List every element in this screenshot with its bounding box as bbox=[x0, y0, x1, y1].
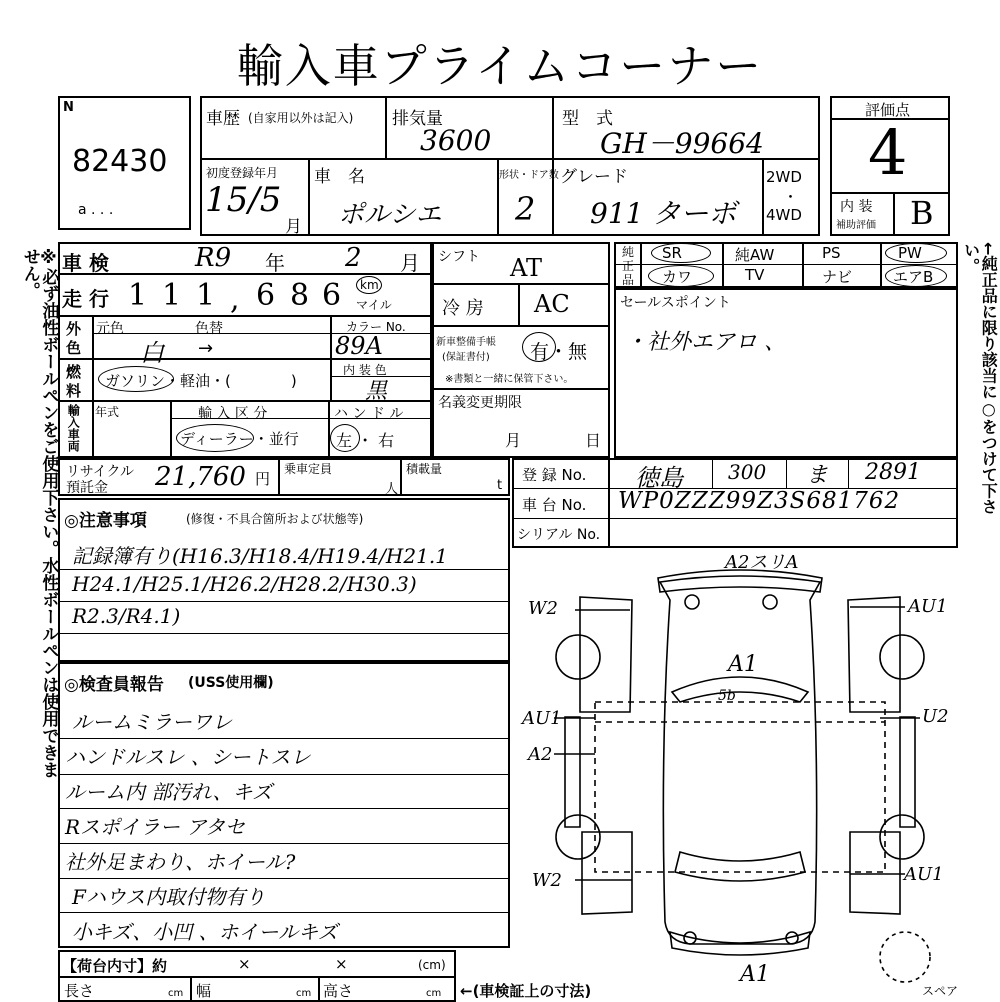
color-no-label: カラー No. bbox=[346, 320, 406, 334]
spare-wheel bbox=[880, 932, 930, 982]
equip-sr: SR bbox=[662, 244, 682, 262]
right-side bbox=[900, 717, 915, 827]
spare-label: スペア bbox=[922, 984, 959, 998]
mileage-unit-mile: マイル bbox=[356, 298, 392, 312]
notes-sub-label: (修復・不具合箇所および状態等) bbox=[186, 512, 364, 526]
equip-pw: PW bbox=[898, 244, 922, 262]
history-label: 車歴 bbox=[206, 109, 240, 129]
report-line-7: 小キズ、小凹 、ホイールキズ bbox=[72, 920, 338, 944]
wheel-front-left bbox=[556, 635, 600, 679]
registration-number: 2891 bbox=[865, 460, 921, 485]
equipment-side-label: 品 bbox=[622, 273, 635, 287]
mileage-label: 走 行 bbox=[62, 287, 109, 311]
interior-score: B bbox=[910, 194, 934, 232]
car-name-value: ポルシエ bbox=[338, 200, 442, 230]
interior-label: 内 装 bbox=[840, 199, 873, 215]
right-side-note: ←純正品に限り該当に○をつけて下さい。 bbox=[961, 242, 999, 515]
doors-label: 形状・ドア数 bbox=[499, 170, 559, 181]
sales-point-text: ・社外エアロ 、 bbox=[625, 330, 786, 355]
equip-ps: PS bbox=[822, 244, 841, 262]
windshield bbox=[672, 677, 808, 702]
right-front-fender bbox=[848, 597, 900, 712]
rear-window bbox=[675, 852, 805, 881]
color-arrow: → bbox=[198, 338, 214, 359]
fuel-label2: 料 bbox=[66, 382, 82, 400]
drive-dot: ・ bbox=[783, 188, 799, 206]
load-label: 積載量 bbox=[406, 462, 443, 476]
car-body bbox=[660, 576, 820, 944]
left-front-fender bbox=[580, 597, 632, 712]
cargo-length-unit: cm bbox=[168, 988, 184, 999]
left-side bbox=[565, 717, 580, 827]
displacement-label: 排気量 bbox=[392, 109, 443, 129]
recycle-unit: 円 bbox=[255, 470, 271, 488]
drive-4wd: 4WD bbox=[766, 206, 802, 224]
sales-point-box bbox=[614, 288, 958, 458]
name-change-month: 月 bbox=[505, 431, 522, 450]
name-change-label: 名義変更期限 bbox=[438, 395, 522, 411]
equip-airbag: エアB bbox=[893, 268, 934, 286]
import-kubun-label: 輸 入 区 分 bbox=[198, 406, 268, 422]
diagram-a1-rear: A1 bbox=[740, 962, 770, 987]
int-color-label: 内 装 色 bbox=[343, 363, 387, 377]
grade-label: グレード bbox=[560, 167, 628, 187]
handle-options: 左 ・ 右 bbox=[336, 431, 395, 450]
manual-note: ※書類と一緒に保管下さい。 bbox=[445, 374, 574, 385]
load-unit: t bbox=[497, 478, 503, 493]
drive-2wd: 2WD bbox=[766, 168, 802, 186]
cargo-label: 【荷台内寸】約 bbox=[62, 957, 168, 975]
registration-label: 登 録 No. bbox=[522, 466, 587, 484]
displacement-value: 3600 bbox=[420, 124, 492, 157]
report-line-2: ハンドルスレ 、シートスレ bbox=[65, 745, 311, 769]
inspection-year-unit: 年 bbox=[265, 251, 285, 275]
cargo-times-1: × bbox=[238, 955, 251, 973]
wheel-rear-right bbox=[880, 815, 924, 859]
left-side-note: ※必ず油性ボールペンをご使用下さい。水性ボールペンは使用できません。 bbox=[19, 248, 59, 778]
doors-value: 2 bbox=[515, 190, 536, 228]
note-line-3: R2.3/R4.1) bbox=[72, 604, 181, 628]
ext-color-label2: 色 bbox=[66, 339, 82, 357]
recycle-label: リサイクル bbox=[66, 464, 135, 480]
diagram-u2-right: U2 bbox=[922, 706, 949, 727]
fuel-label: 燃 bbox=[66, 363, 82, 381]
score-label: 評価点 bbox=[865, 101, 911, 119]
equipment-side-label: 正 bbox=[622, 259, 635, 273]
inspection-year: R9 bbox=[195, 243, 232, 273]
manual-options: 有・無 bbox=[530, 341, 588, 363]
capacity-label: 乗車定員 bbox=[284, 462, 333, 476]
cargo-height-label: 高さ bbox=[323, 982, 354, 1000]
lot-prefix: N bbox=[63, 100, 74, 115]
first-reg-unit: 月 bbox=[285, 217, 302, 237]
diagram-w2-front-left: W2 bbox=[528, 598, 558, 619]
notes-label: ◎注意事項 bbox=[64, 511, 147, 531]
mileage-digit: 1 bbox=[162, 278, 182, 313]
report-line-5: 社外足まわり、ホイール? bbox=[65, 850, 296, 874]
chassis-label: 車 台 No. bbox=[522, 496, 587, 514]
color-no-value: 89A bbox=[335, 332, 383, 360]
first-reg-value: 15/5 bbox=[205, 180, 282, 220]
note-line-2: H24.1/H25.1/H26.2/H28.2/H30.3) bbox=[72, 572, 417, 596]
equip-leather: カワ bbox=[662, 268, 693, 286]
mileage-digit: 1 bbox=[196, 278, 216, 313]
report-label: ◎検査員報告 bbox=[64, 675, 164, 695]
import-kubun-options: ディーラー・並行 bbox=[180, 430, 299, 448]
mileage-digit: 6 bbox=[256, 278, 276, 313]
report-line-4: Rスポイラー アタセ bbox=[65, 815, 246, 839]
cargo-note: ←(車検証上の寸法) bbox=[460, 982, 592, 1000]
shift-value: AT bbox=[510, 254, 543, 282]
inspection-label: 車 検 bbox=[62, 251, 109, 275]
car-damage-diagram bbox=[520, 552, 960, 992]
wheel-rear-left bbox=[556, 815, 600, 859]
diagram-a2-left: A2 bbox=[528, 744, 553, 765]
equip-aw: 純AW bbox=[735, 246, 775, 264]
report-line-1: ルームミラーワレ bbox=[72, 710, 232, 734]
headlight-left bbox=[685, 595, 699, 609]
cargo-times-2: × bbox=[335, 955, 348, 973]
model-value: GH－99664 bbox=[600, 127, 764, 160]
report-line-3: ルーム内 部汚れ、キズ bbox=[65, 780, 273, 804]
cargo-unit: (cm) bbox=[418, 958, 446, 972]
inspection-month: 2 bbox=[345, 243, 362, 273]
inspection-month-unit: 月 bbox=[400, 251, 420, 275]
ext-color-label: 外 bbox=[66, 320, 82, 338]
car-name-label: 車 名 bbox=[314, 167, 365, 187]
diagram-au1-left: AU1 bbox=[522, 708, 562, 729]
mileage-digit: 1 bbox=[128, 278, 148, 313]
mileage-comma: , bbox=[230, 282, 240, 317]
cargo-length-label: 長さ bbox=[64, 982, 95, 1000]
right-rear-fender bbox=[850, 832, 900, 914]
first-reg-label: 初度登録年月 bbox=[206, 166, 279, 180]
report-line-6: Fハウス内取付物有り bbox=[72, 885, 266, 909]
manual-sub-label: (保証書付) bbox=[442, 352, 490, 363]
manual-label: 新車整備手帳 bbox=[436, 337, 496, 348]
sales-point-label: セールスポイント bbox=[620, 295, 731, 311]
report-sub-label: (USS使用欄) bbox=[188, 675, 274, 691]
shift-label: シフト bbox=[438, 249, 480, 265]
cargo-width-unit: cm bbox=[296, 988, 312, 999]
page-title: 輸入車プライムコーナー bbox=[236, 39, 764, 93]
model-label: 型 式 bbox=[562, 109, 613, 129]
ac-label: 冷 房 bbox=[442, 298, 484, 319]
chassis-value: WP0ZZZ99Z3S681762 bbox=[618, 488, 901, 514]
change-color-label: 色替 bbox=[195, 321, 223, 337]
lot-box bbox=[58, 96, 191, 230]
score-value: 4 bbox=[868, 116, 908, 189]
wheel-front-right bbox=[880, 635, 924, 679]
headlight-right bbox=[763, 595, 777, 609]
grade-value: 911 ターボ bbox=[590, 197, 737, 230]
import-vehicle-label: 輸入車両 bbox=[66, 404, 81, 452]
capacity-unit: 人 bbox=[385, 482, 399, 497]
roof-outline bbox=[595, 702, 885, 872]
lot-sub: a . . . bbox=[78, 202, 114, 218]
recycle-sub-label: 預託金 bbox=[66, 480, 108, 496]
fuel-options: ガソリン・軽油・( ) bbox=[105, 372, 297, 390]
mileage-unit-km: km bbox=[360, 278, 379, 292]
ac-value: AC bbox=[534, 290, 570, 318]
handle-label: ハ ン ド ル bbox=[334, 406, 404, 422]
lot-number: 82430 bbox=[72, 144, 168, 179]
mileage-digit: 8 bbox=[290, 278, 310, 313]
diagram-au1-front-right: AU1 bbox=[908, 596, 948, 617]
registration-class: 300 bbox=[728, 460, 767, 484]
model-year-label: 年式 bbox=[95, 405, 120, 419]
cargo-width-label: 幅 bbox=[196, 982, 212, 1000]
left-rear-fender bbox=[582, 832, 632, 914]
registration-region: 徳島 bbox=[635, 464, 683, 492]
diagram-au1-rear-right: AU1 bbox=[904, 864, 944, 885]
diagram-a1-roof: A1 bbox=[728, 652, 758, 677]
diagram-roof-note: 5b bbox=[718, 688, 736, 704]
equipment-side-label: 純 bbox=[622, 245, 635, 259]
history-note: (自家用以外は記入) bbox=[248, 111, 354, 125]
diagram-a2-front: A2スリA bbox=[725, 552, 799, 573]
interior-sub-label: 補助評価 bbox=[836, 220, 876, 231]
int-color-value: 黒 bbox=[365, 379, 388, 404]
equip-navi: ナビ bbox=[822, 268, 853, 286]
orig-color-label: 元色 bbox=[96, 321, 124, 337]
note-line-1: 記録簿有り(H16.3/H18.4/H19.4/H21.1 bbox=[72, 544, 448, 568]
mileage-digit: 6 bbox=[322, 278, 342, 313]
diagram-w2-rear-left: W2 bbox=[532, 870, 562, 891]
name-change-day: 日 bbox=[585, 431, 602, 450]
registration-kana: ま bbox=[806, 463, 829, 488]
equip-tv: TV bbox=[745, 266, 765, 284]
cargo-height-unit: cm bbox=[426, 988, 442, 999]
recycle-value: 21,760 bbox=[155, 462, 246, 492]
orig-color-value: 白 bbox=[140, 339, 164, 367]
serial-label: シリアル No. bbox=[517, 527, 601, 543]
